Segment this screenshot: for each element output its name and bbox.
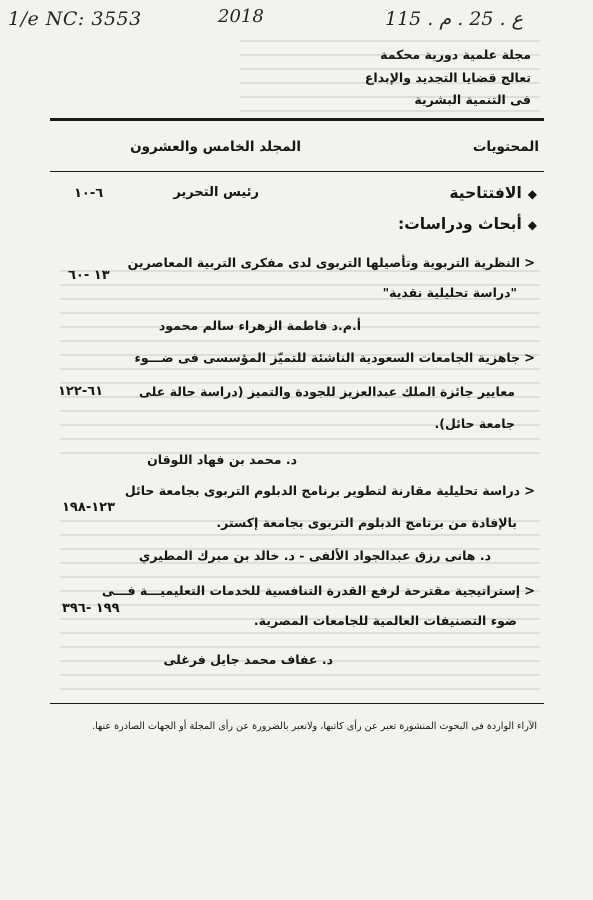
editorial-section (449, 184, 537, 202)
editorial-title: الافتتاحية (449, 184, 522, 202)
header-divider (50, 171, 544, 172)
diamond-bullet-icon: ◆ (527, 187, 537, 201)
handwritten-call-number: 1/e NC: 3553 (8, 8, 142, 30)
journal-line-2: تعالج قضايا التجديد والإبداع (364, 69, 531, 85)
volume-heading: المجلد الخامس والعشرون (130, 139, 301, 155)
article-1-title-line-2: "دراسة تحليلية نقدية" (382, 285, 517, 300)
article-3-title-line-2: بالإفادة من برنامج الدبلوم التربوى بجامعة إكستر. (216, 515, 517, 530)
handwritten-year: 2018 (218, 6, 264, 27)
article-1-title-line-1: <النظرية التربوية وتأصيلها التربوى لدى مفكرى التربية المعاصرين (127, 255, 535, 271)
diamond-bullet-icon: ◆ (527, 218, 537, 232)
article-2-title-line-3: جامعة حائل). (434, 416, 515, 431)
research-title: أبحاث ودراسات: (398, 215, 522, 233)
article-2-pages: ٦١-١٢٢ (58, 384, 104, 399)
chevron-left-icon: < (524, 256, 535, 271)
article-4-author: د. عفاف محمد جايل فرغلى (163, 652, 333, 667)
article-4-title-line-1: <إستراتيجية مقترحة لرفع القدرة التنافسية للخدمات التعليميـــة فـــى (101, 583, 535, 599)
footer-divider (50, 703, 544, 704)
editorial-pages: ٦-١٠ (74, 186, 104, 201)
research-section (398, 215, 537, 233)
footer-disclaimer: الآراء الواردة فى البحوث المنشورة تعبر عن رأى كاتبها، ولاتعبر بالضرورة عن رأى المجلة أو الجهات الصادرة عنها. (92, 721, 537, 732)
article-3-pages: ١٢٣-١٩٨ (62, 500, 116, 515)
editor-in-chief: رئيس التحرير (173, 185, 259, 200)
journal-line-1: مجلة علمية دورية محكمة (380, 47, 531, 62)
journal-description (365, 44, 531, 112)
article-3-author: د. هانى رزق عبدالجواد الألفى - د. خالد بن مبرك المطيري (138, 548, 491, 563)
chevron-left-icon: < (524, 584, 535, 599)
article-3-title-line-1: <دراسة تحليلية مقارنة لتطوير برنامج الدبلوم التربوى بجامعة حائل (124, 483, 535, 499)
chevron-left-icon: < (524, 351, 535, 366)
contents-heading: المحتويات (472, 139, 539, 155)
article-2-author: د. محمد بن فهاد اللوقان (147, 452, 297, 467)
article-2-title-line-2: معايير جائزة الملك عبدالعزيز للجودة والتميز (دراسة حالة على (139, 384, 515, 399)
article-4-pages: ١٩٩ -٣٩٦ (62, 601, 120, 616)
article-1-author: أ.م.د فاطمة الزهراء سالم محمود (158, 318, 361, 333)
article-2-title-line-1: <جاهزية الجامعات السعودية الناشئة للتميّز المؤسسى فى ضـــوء (134, 350, 535, 366)
article-1-pages: ١٣ -٦٠ (68, 268, 110, 283)
handwritten-issue-note: 115 . ع . 25 . م (385, 8, 523, 30)
top-divider (50, 118, 544, 121)
article-4-title-line-2: ضوء التصنيفات العالمية للجامعات المصرية. (253, 613, 517, 628)
chevron-left-icon: < (524, 484, 535, 499)
journal-line-3: فى التنمية البشرية (414, 92, 531, 107)
